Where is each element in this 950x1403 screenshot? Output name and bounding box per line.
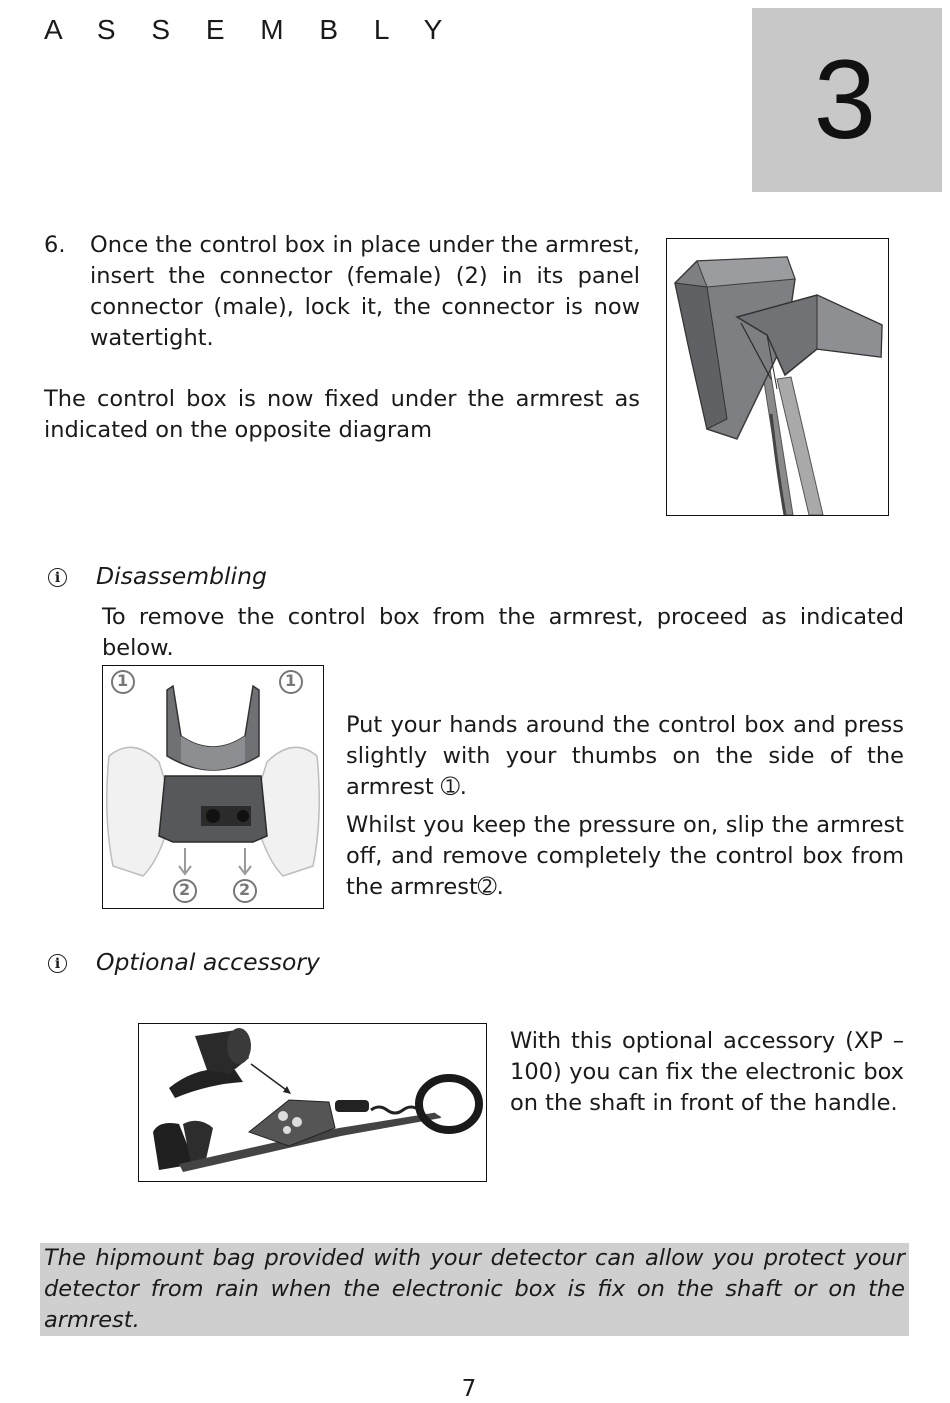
chapter-tab: [752, 8, 942, 192]
disassembling-paragraph-2: Whilst you keep the pressure on, slip the armrest off, and remove completely the control box from the armrest➁.: [346, 812, 904, 900]
optional-accessory-text: With this optional accessory (XP – 100) you can fix the electronic box on the shaft in front of the handle.: [510, 1028, 904, 1116]
step-6: [44, 230, 640, 354]
figure-label: 1: [285, 671, 297, 690]
disassembling-heading: Disassembling: [96, 562, 267, 590]
page-number: 7: [461, 1376, 477, 1402]
fixed-note: The control box is now fixed under the armrest as indicated on the opposite diagram: [44, 386, 640, 443]
figure-label: 2: [239, 880, 251, 899]
figure-label: 2: [179, 880, 191, 899]
step-6-text: Once the control box in place under the armrest, insert the connector (female) (2) in its panel connector (male), lock it, the connector is now watertight.: [90, 232, 640, 351]
figure-label: 1: [117, 671, 129, 690]
optional-accessory-heading: Optional accessory: [96, 948, 320, 976]
hipmount-note: [40, 1243, 909, 1336]
info-circle-icon: i: [48, 954, 67, 973]
disassembling-instructions: [346, 710, 904, 903]
chapter-number: 3: [813, 37, 876, 162]
disassembling-paragraph-1: Put your hands around the control box and press slightly with your thumbs on the side of the armrest ➀.: [346, 712, 904, 800]
step-number: 6.: [44, 232, 66, 258]
section-title: A S S E M B L Y: [44, 14, 457, 45]
disassembling-intro: To remove the control box from the armrest, proceed as indicated below.: [102, 604, 904, 661]
hipmount-note-text: The hipmount bag provided with your detector can allow you protect your detector from rain when the electronic box is fix on the shaft or on the armrest.: [44, 1245, 905, 1333]
disassembling-image: [102, 665, 324, 909]
info-circle-icon: i: [48, 568, 67, 587]
accessory-image: [138, 1023, 487, 1182]
control-box-mounted-image: [666, 238, 889, 516]
